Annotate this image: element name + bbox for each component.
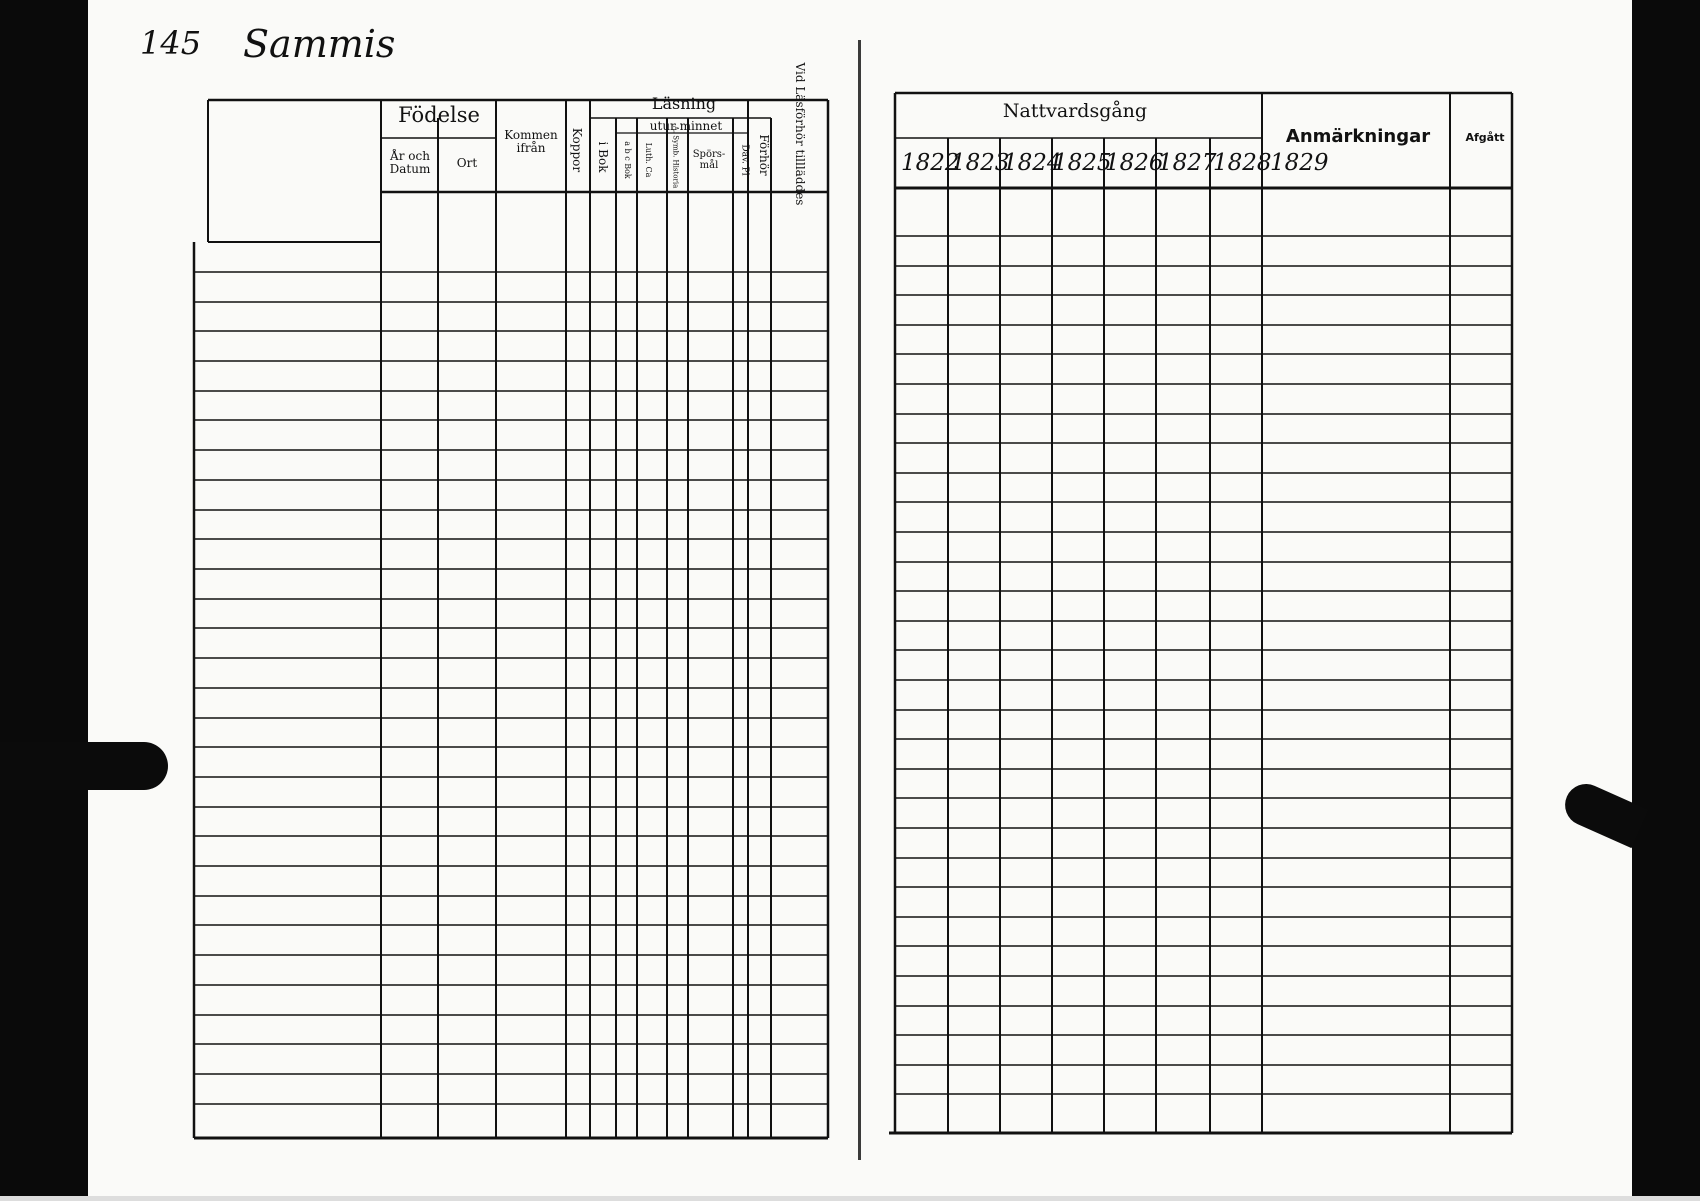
year-1828: 1828 (1213, 150, 1272, 176)
year-1829: 1829 (1270, 150, 1329, 176)
header-anmarkningar: Anmärkningar (1285, 126, 1431, 147)
year-1822: 1822 (901, 150, 960, 176)
header-afgatt: Afgått (1465, 131, 1505, 144)
header-ar-och-datum: År och Datum (389, 149, 431, 176)
header-vid-lasforhor: Vid Läsförhör tillläddes (793, 62, 807, 206)
header-dav-pl: Dav. Pl (739, 144, 750, 176)
header-luth-ca: Luth. Ca (644, 142, 653, 178)
header-fodelse: Födelse (398, 103, 480, 127)
year-1825: 1825 (1053, 150, 1112, 176)
header-forhor: Förhör (757, 134, 771, 176)
header-utur-minnet: utur minnet (649, 119, 723, 133)
parish-name: Sammis (243, 22, 396, 66)
header-koppor: Koppor (570, 127, 584, 173)
header-sporsmal: Spörs-mål (692, 149, 726, 171)
header-ort: Ort (456, 156, 478, 170)
year-1823: 1823 (951, 150, 1010, 176)
header-a-symb-historia: A. Symb. Historia (671, 125, 680, 189)
header-kommen-ifran: Kommen ifrån (504, 128, 558, 155)
year-1826: 1826 (1105, 150, 1164, 176)
header-i-bok: i Bok (596, 141, 610, 173)
year-1824: 1824 (1003, 150, 1062, 176)
header-nattvardsgang: Nattvardsgång (1002, 100, 1148, 122)
header-lasning: Läsning (651, 94, 717, 113)
page-number: 145 (140, 24, 202, 62)
year-1827: 1827 (1158, 150, 1217, 176)
header-abc-bok: a b c Bok (623, 141, 632, 179)
